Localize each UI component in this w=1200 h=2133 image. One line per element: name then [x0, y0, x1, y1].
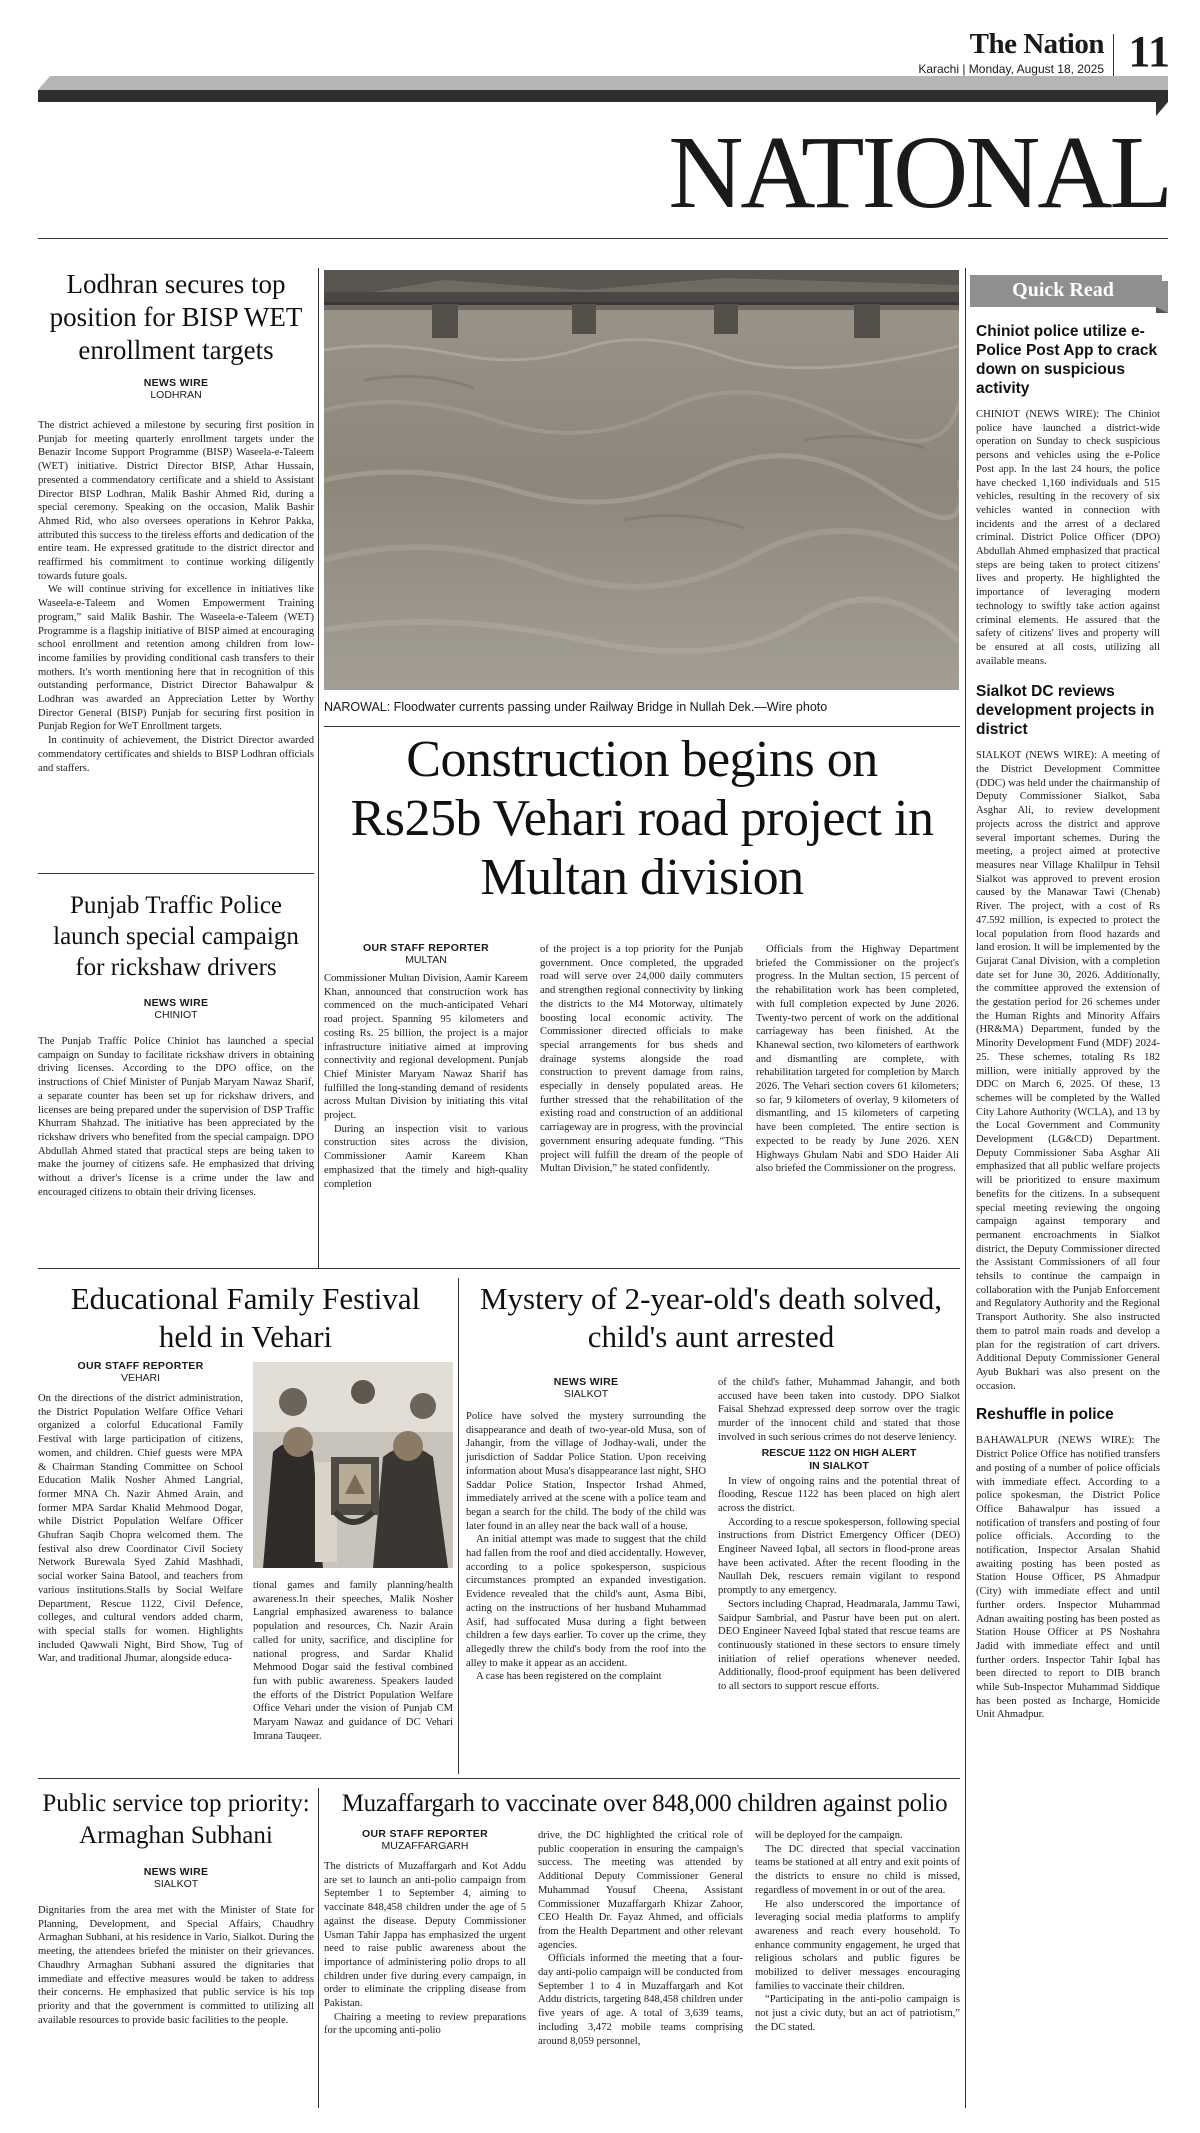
paragraph: During an inspection visit to various construction sites across the division, Commissioner Aamir Kareem Khan emphasized that the timely and high-quality completion: [324, 1123, 528, 1190]
headline-vehari-road: Construction begins on Rs25b Vehari road project in Multan division: [350, 731, 934, 906]
top-rule: [38, 238, 1168, 239]
quick-read-headline: Chiniot police utilize e-Police Post App to crack down on suspicious activity: [976, 323, 1158, 397]
paragraph: Commissioner Multan Division, Aamir Kareem Khan, announced that construction work has commenced on the much-anticipated Vehari road project. Spanning 95 kilometers and costing Rs. 25 billion, the project is a major infrastructure initiative aimed at improving connectivity and regional development. Punjab Chief Minister Maryam Nawaz Sharif has fulfilled the long-standing demand of residents across Multan Division by initiating this vital project.: [324, 973, 528, 1122]
festival-col2: [253, 1579, 453, 1743]
headline-festival: Educational Family Festival held in Vehari: [70, 1281, 421, 1354]
paragraph: Dignitaries from the area met with the Minister of State for Planning, Development, and Special Affairs, Chaudhry Armaghan Subhani, at his residence in Vario, Sialkot. During the meeting, the attendees briefed the minister on their grievances. Chaudhry Armaghan Subhani assured the dignitaries that immediate and effective measures would be taken to address their concerns. He emphasized that public service is his top priority and that the government is committed to utilizing all available resources to provide basic facilities to the people.: [38, 1905, 314, 2026]
quick-read-banner: [970, 275, 1168, 315]
quick-read-label: Quick Read: [1012, 279, 1114, 301]
quick-read-item: [976, 682, 1160, 1393]
quick-read-body: BAHAWALPUR (NEWS WIRE): The District Police Office has notified transfers and posting of a number of police officials with immediate effect. According to a police spokesman, the District Police Office Bahawalpur has issued a notification of transfers and posting of four police officials. According to the notification, Inspector Arsalan Shahid awaiting posting has been posted as Station House Officer, PS Ahmadpur (City) with immediate effect and until further orders. Inspector Muhammad Adnan awaiting posting has been posted as Station House Officer at PS Noshahra Jadid with immediate effect and until further orders. Inspector Tahir Iqbal has been directed to report to DIB branch while Sub-Inspector Muhammad Siddique has been posted as Incharge, Homicide Unit Ahmadpur.: [976, 1435, 1160, 1721]
column-rule: [965, 268, 966, 1268]
page-number: 11: [1128, 27, 1170, 76]
byline-place: SIALKOT: [563, 1388, 609, 1400]
quick-read-item: [976, 322, 1160, 668]
paragraph: The district achieved a milestone by securing first position in Punjab for meeting quarterly enrollment targets under the Benazir Income Support Programme (BISP) Waseela-e-Taleem (WET) initiative. District Director BISP, Athar Hussain, presented a commendatory certificate and a shield to Assistant Director BISP Lodhran, Malik Bashir Ahmed Rid, during a special ceremony. Speaking on the occasion, Malik Bashir Ahmed Rid, who also oversees operations in Kehror Pakka, attributed this success to the tireless efforts and dedication of the entire team. He expressed gratitude to the district director and reaffirmed his commitment to continue working diligently towards future goals.: [38, 420, 314, 582]
paragraph: According to a rescue spokesperson, following special instructions from District Emergency Officer (DEO) Engineer Naveed Iqbal, all sectors in flood-prone areas have been activated. After the recent flooding in the Naullah Dek, rescuers remain vigilant to respond promptly to any emergency.: [718, 1516, 960, 1597]
section-rule: [38, 1268, 960, 1269]
polio-col1: [324, 1828, 526, 2038]
column-rule: [324, 726, 960, 727]
masthead: [0, 0, 1200, 240]
paragraph: of the project is a top priority for the Punjab government. Once completed, the upgraded road will serve over 24,000 daily commuters and strengthen regional connectivity by linking the districts to the M4 Motorway, ultimately boosting local economic activity. The Commissioner directed officials to make special arrangements for bus sheds and drainage systems alongside the road construction to prevent damage from rains, especially in densely populated areas. He further stressed that the rehabilitation of the existing road and construction of an additional carriageway are in progress, with the provincial government ensuring adequate funding. “This project will fulfill the dream of the people of Multan Division,” he stated confidently.: [540, 944, 743, 1175]
mystery-col2: [718, 1376, 960, 1694]
polio-col3: [755, 1829, 960, 2035]
paragraph: We will continue striving for excellence in initiatives like Waseela-e-Taleem and Women Empowerment Training program,” said Malik Bashir. The Waseela-e-Taleem (WET) Programme is a flagship initiative of BISP aimed at encouraging school enrollment and retention among children from low-income families by providing conditional cash transfers to their mothers. It's worth mentioning here that in recognition of this outstanding performance, District Director Bahawalpur & Lodhran was awarded an Appreciation Letter by Worthy Director General (BISP) Punjab for securing first position in Punjab Region for WeT Enrollment targets.: [38, 584, 314, 733]
section-title: NATIONAL: [668, 115, 1170, 230]
article-lodhran: [38, 268, 314, 775]
byline-place: LODHRAN: [150, 389, 202, 401]
headline-traffic: Punjab Traffic Police launch special campaign for rickshaw drivers: [53, 892, 299, 981]
paragraph: Officials from the Highway Department briefed the Commissioner on the project's progress. In the Multan section, 15 percent of the rehabilitation work has been completed, with full completion expected by June 2026. Twenty-two percent of work on the additional carriageway has been finished. At the Khanewal section, two kilometers of earthwork and dismantling are complete, with rehabilitation targeted for completion by March 2026. The Vehari section covers 61 kilometers; so far, 9 kilometers of overlay, 9 kilometers of dismantling, and 15 kilometers of carpeting have been completed. The entire section is expected to be ready by June 2026. XEN Highways Ghulam Nabi and SDO Haider Ali also briefed the Commissioner on the progress.: [756, 944, 959, 1175]
festival-photo-image: [253, 1362, 453, 1568]
paragraph: will be deployed for the campaign.: [755, 1830, 903, 1841]
article-polio: [322, 1788, 967, 1820]
byline: OUR STAFF REPORTER: [77, 1360, 204, 1372]
headline-armaghan: Public service top priority: Armaghan Subhani: [42, 1790, 310, 1849]
vehari-road-col1: [324, 942, 528, 1191]
byline: OUR STAFF REPORTER: [363, 942, 489, 954]
divider: [1113, 34, 1114, 78]
headline-mystery: Mystery of 2-year-old's death solved, child's aunt arrested: [479, 1281, 943, 1354]
masthead-bar: [38, 76, 1168, 116]
paragraph: tional games and family planning/health awareness.In their speeches, Malik Nosher Langrial emphasized awareness to balance population and resources, Ch. Nazir Arain called for unity, sacrifice, and discipline for national progress, and Sardar Khalid Mehmood Dogar said the festival combined fun with public awareness. Speakers lauded the efforts of the District Population Welfare Office Vehari under the vision of Punjab CM Maryam Nawaz and guidance of DC Vehari Imrana Tauqeer.: [253, 1580, 453, 1742]
festival-col1: [38, 1360, 243, 1666]
vehari-road-col2: [540, 943, 743, 1176]
quick-read-headline: Reshuffle in police: [976, 1406, 1114, 1424]
paragraph: An initial attempt was made to suggest that the child had fallen from the roof and died accidentally. However, according to a police spokesperson, suspicious circumstances prompted an expanded investigation. Evidence revealed that the child's aunt, Asma Bibi, acting on the instructions of her husband Muhammad Asif, had suffocated Musa during a fight between children a few days earlier. To cover up the crime, they allegedly threw the child's body from the roof into the alley to make it appear as an accident.: [466, 1534, 706, 1669]
byline-place: MULTAN: [405, 954, 447, 966]
quick-read-headline: Sialkot DC reviews development projects in district: [976, 683, 1155, 739]
article-armaghan: [38, 1788, 314, 2027]
festival-photo: [253, 1362, 453, 1568]
column-rule: [965, 1268, 966, 2108]
article-vehari-road: [324, 730, 960, 907]
paragraph: of the child's father, Muhammad Jahangir, and both accused have been taken into custody. DPO Sialkot Faisal Shehzad expressed deep sorrow over the tragic murder of the innocent child and stated that those involved in such serious crimes do not deserve leniency.: [718, 1377, 960, 1443]
paragraph: He also underscored the importance of leveraging social media platforms to amplify awareness and reach every household. To enhance community engagement, he urged that religious scholars and public figures be mobilized to deliver messages encouraging families to vaccinate their children.: [755, 1898, 960, 1992]
article-traffic: [38, 890, 314, 1199]
paragraph: On the directions of the district administration, the District Population Welfare Office Vehari organized a colorful Educational Family Festival with large participation of citizens, women, and children. Chief guests were MPA & Chairman Standing Committee on School Education Malik Nosher Ahmed Langrial, former MNA Ch. Nazir Ahmed Arain, and former MPA Sardar Khalid Mehmood Dogar, while District Population Welfare Officer Ghufran Saqib Chopra welcomed them. The festival also drew Coordinator Civil Society Network Burewala Syed Zahid Mashhadi, social worker Saina Batool, and teachers from various institutions.Stalls by Social Welfare Department, Rescue 1122, Civil Defence, colleges, and cultural vendors added charm, with special stalls for women. Highlights included Qawwali Night, Bird Show, Tug of War, and traditional Jhumar, alongside educa-: [38, 1393, 243, 1665]
paragraph: The Punjab Traffic Police Chiniot has launched a special campaign on Sunday to facilitate rickshaw drivers in obtaining driving licenses. According to the DPO office, on the instructions of Chief Minister of Punjab Maryam Nawaz Sharif, a separate counter has been set up for rickshaw drivers, and licenses are being prepared under the supervision of DSP Traffic Khurram Shahzad. The initiative has been appreciated by the rickshaw drivers who benefited from the special campaign. DPO Abdullah Ahmed stated that practical steps are being taken to make the journey of citizens safe. He emphasized that driving without a driver's license is a crime under the law and encouraged citizens to obtain their driving licenses.: [38, 1036, 314, 1198]
photo-caption: NAROWAL: Floodwater currents passing under Railway Bridge in Nullah Dek.—Wire photo: [324, 700, 828, 714]
byline-place: CHINIOT: [154, 1009, 198, 1021]
paragraph: The DC directed that special vaccination teams be stationed at all entry and exit points of the districts to ensure no child is missed, regardless of movement in or out of the area.: [755, 1843, 960, 1896]
paragraph: The districts of Muzaffargarh and Kot Addu are set to launch an anti-polio campaign from September 1 to September 4, aiming to vaccinate 848,458 children under the age of 5 against the disease. Deputy Commissioner Usman Tahir Jappa has emphasized the urgent need to raise public awareness about the importance of administering polio drops to all children under five during every campaign, in order to eliminate the crippling disease from Pakistan.: [324, 1861, 526, 2010]
flood-photo-image: [324, 270, 959, 690]
column-rule: [458, 1278, 459, 1774]
quick-read-list: [976, 322, 1160, 1722]
headline-polio: Muzaffargarh to vaccinate over 848,000 children against polio: [341, 1790, 948, 1817]
article-festival: [38, 1280, 453, 1356]
section-rule: [38, 1778, 960, 1779]
subheading: RESCUE 1122 ON HIGH ALERT IN SIALKOT: [761, 1446, 917, 1472]
paragraph: A case has been registered on the complaint: [476, 1671, 662, 1683]
quick-read-item: [976, 1405, 1160, 1722]
paragraph: Police have solved the mystery surrounding the disappearance and death of two-year-old Musa, son of Jahangir, from the village of Jodhay-wali, under the jurisdiction of Saddar Police Station. Upon receiving information about Musa's disappearance last night, SHO Saddar Police Station, Inspector Irshad Ahmed, immediately arrived at the scene with a police team and began a search for the child. The body of the child was later found in an alley near the back wall of a house.: [466, 1411, 706, 1532]
quick-read-body: SIALKOT (NEWS WIRE): A meeting of the District Development Committee (DDC) was held under the chairmanship of Deputy Commissioner Sialkot, Saba Asghar Ali, to review development projects across the district and approve several important schemes. During the meeting, a project aimed at protective measures near Village Khalilpur in Tehsil Sialkot was approved to prevent erosion caused by the Manawar Tawi (Chenab) River. The project, with a cost of Rs 47.592 million, is expected to protect the local population from flood hazards and land erosion. It will be implemented by the Gujarat Canal Division, with a completion date set for June 30, 2026. Additionally, the committee approved the extension of the gestation period for 26 schemes under the Human Rights and Minority Affairs (HR&MA) Department, funded by the Minority Development Fund (MDF) 2024-25. These schemes, totaling Rs 182 million, were initially approved by the DDC on March 6, 2025. Of these, 13 schemes will be completed by the Walled City Lahore Authority (WCLA), and 13 by the Local Government and Community Development (LG&CD) Department. Deputy Commissioner Saba Asghar Ali emphasized that all public welfare projects will be prioritized to ensure maximum benefits for the citizens. In a subsequent special meeting reviewing the ongoing campaign against temporary and permanent encroachments in Sialkot district, the Deputy Commissioner directed the Assistant Commissioners of all four tehsils to continue the campaign in collaboration with the Punjab Enforcement and Regulatory Authority and the Regional Transport Authority. She also instructed them to patrol main roads and develop a plan for the registration of cart drivers. Additional Deputy Commissioner General Ayub Bukhari was also present on the occasion.: [976, 750, 1160, 1392]
paragraph: In view of ongoing rains and the potential threat of flooding, Rescue 1122 has been placed on high alert across the district.: [718, 1475, 960, 1514]
paragraph: “Participating in the anti-polio campaign is not just a civic duty, but an act of patriotism,” the DC stated.: [755, 1994, 960, 2033]
dateline: Karachi | Monday, August 18, 2025: [918, 62, 1104, 76]
column-rule: [318, 268, 319, 1268]
paragraph: Sectors including Chaprad, Headmarala, Jammu Tawi, Saidpur Sambrial, and Pasrur have been put on alert. DEO Engineer Naveed Iqbal stated that rescue teams are continuously stationed in these sectors to ensure timely initiation of relief operations whenever needed. Additionally, flood-proof equipment has been delivered to all sectors to support rescue efforts.: [718, 1598, 960, 1693]
byline: NEWS WIRE: [143, 377, 209, 389]
byline-place: SIALKOT: [153, 1878, 199, 1890]
byline: NEWS WIRE: [553, 1376, 619, 1388]
quick-read-body: CHINIOT (NEWS WIRE): The Chiniot police have launched a district-wide operation on Sunday to check suspicious persons and vehicles using the e-Police Post app. In the last 24 hours, the police have checked 1,160 individuals and 515 vehicles, resulting in the recovery of six vehicles wanted in connection with incidents and the arrest of a declared criminal. District Police Officer (DPO) Abdullah Ahmed emphasized that practical steps are being taken to protect citizens' lives and property. He highlighted the importance of leveraging modern technology to swiftly take action against criminal elements. He assured that the safety of citizens' lives and property will be ensured at all costs, utilizing all available means.: [976, 409, 1160, 667]
paragraph: drive, the DC highlighted the critical role of public cooperation in ensuring the campaign's success. The meeting was attended by Additional Deputy Commissioner General Muhammad Yousuf Cheena, Assistant Commissioner Muzaffargarh Khizar Zahoor, CEO Health Dr. Fayaz Ahmed, and officials from the Health Department and other relevant agencies.: [538, 1830, 743, 1951]
byline: NEWS WIRE: [143, 1866, 209, 1878]
byline-place: MUZAFFARGARH: [381, 1840, 469, 1852]
byline-place: VEHARI: [120, 1372, 161, 1384]
byline: NEWS WIRE: [143, 997, 209, 1009]
mystery-col1: [466, 1376, 706, 1684]
article-mystery: [462, 1280, 960, 1356]
column-rule: [38, 873, 314, 874]
paper-name: The Nation: [969, 28, 1104, 60]
column-rule: [318, 1788, 319, 2108]
vehari-road-col3: [756, 943, 959, 1176]
byline: OUR STAFF REPORTER: [362, 1828, 488, 1840]
polio-col2: [538, 1829, 743, 2048]
paragraph: Chairing a meeting to review preparations for the upcoming anti-polio: [324, 2011, 526, 2037]
paragraph: In continuity of achievement, the District Director awarded commendatory certificates and shields to BISP Lodhran officials and staffers.: [38, 735, 314, 774]
flood-photo: [324, 270, 959, 690]
paragraph: Officials informed the meeting that a four-day anti-polio campaign will be conducted from September 1 to 4 in Muzaffargarh and Kot Addu districts, targeting 848,458 children under five years of age. A total of 3,639 teams, including 3,472 mobile teams comprising around 8,059 personnel,: [538, 1953, 743, 2047]
headline-lodhran: Lodhran secures top position for BISP WET enrollment targets: [49, 269, 303, 365]
